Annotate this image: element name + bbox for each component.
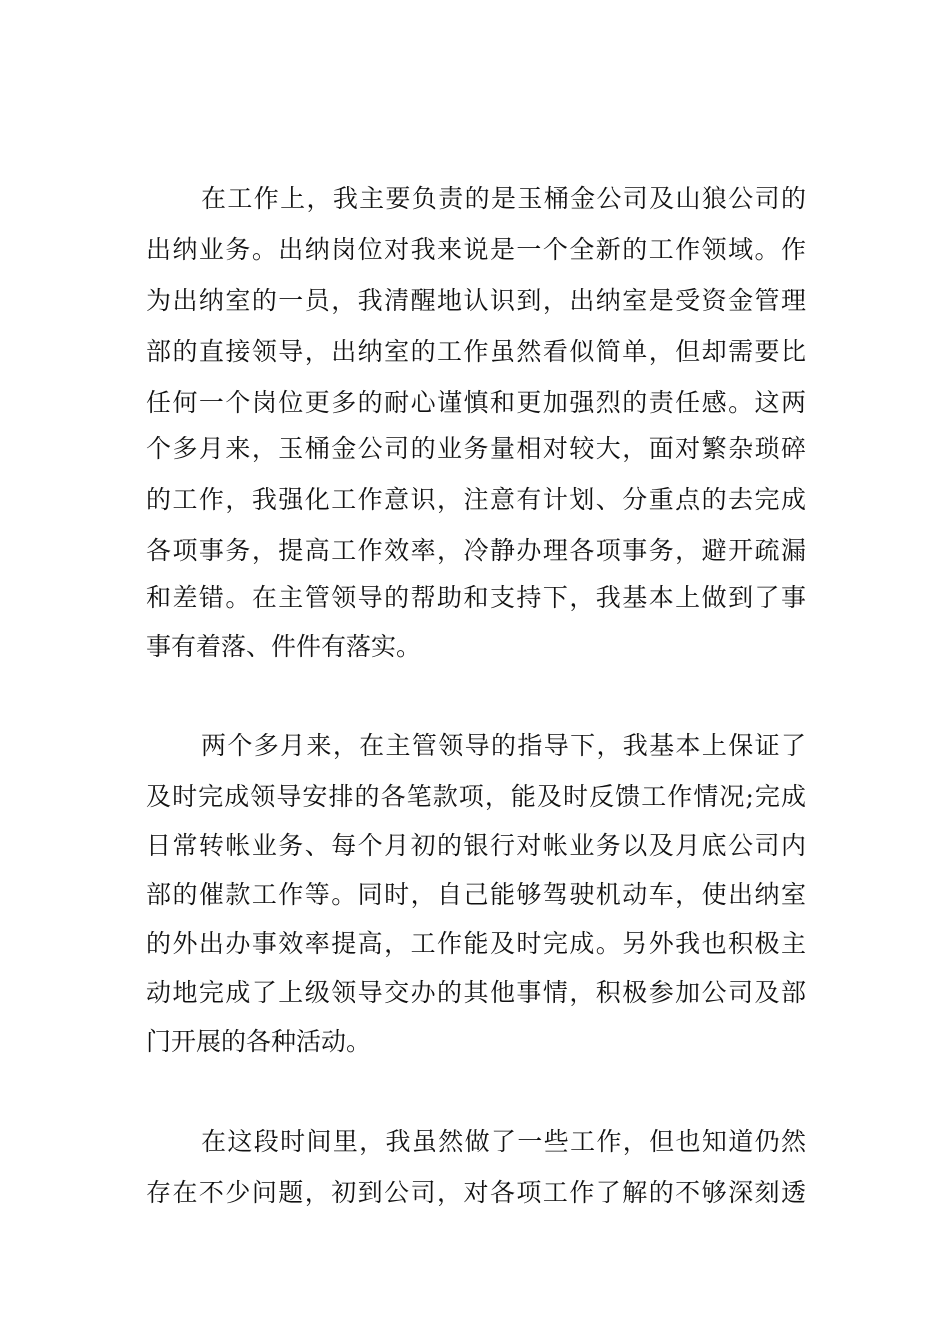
- paragraph-line: 部的直接领导，出纳室的工作虽然看似简单，但却需要比: [146, 337, 806, 366]
- paragraph-line: 的外出办事效率提高，工作能及时完成。另外我也积极主: [146, 929, 806, 958]
- paragraph-line: 存在不少问题，初到公司，对各项工作了解的不够深刻透: [146, 1178, 806, 1207]
- paragraph-line: 两个多月来，在主管领导的指导下，我基本上保证了: [201, 731, 806, 760]
- paragraph-line: 个多月来，玉桶金公司的业务量相对较大，面对繁杂琐碎: [146, 434, 806, 463]
- paragraph-line: 在这段时间里，我虽然做了一些工作，但也知道仍然: [201, 1127, 806, 1156]
- paragraph-line: 为出纳室的一员，我清醒地认识到，出纳室是受资金管理: [146, 286, 806, 315]
- paragraph-line: 事有着落、件件有落实。: [146, 632, 422, 661]
- paragraph-line: 和差错。在主管领导的帮助和支持下，我基本上做到了事: [146, 583, 806, 612]
- paragraph-line: 日常转帐业务、每个月初的银行对帐业务以及月底公司内: [146, 831, 806, 860]
- paragraph-line: 及时完成领导安排的各笔款项，能及时反馈工作情况;完成: [146, 782, 806, 811]
- paragraph-line: 在工作上，我主要负责的是玉桶金公司及山狼公司的: [201, 184, 806, 213]
- paragraph-line: 的工作，我强化工作意识，注意有计划、分重点的去完成: [146, 485, 806, 514]
- paragraph-line: 动地完成了上级领导交办的其他事情，积极参加公司及部: [146, 978, 806, 1007]
- paragraph-line: 出纳业务。出纳岗位对我来说是一个全新的工作领域。作: [146, 235, 806, 264]
- paragraph-line: 任何一个岗位更多的耐心谨慎和更加强烈的责任感。这两: [146, 388, 806, 417]
- paragraph-line: 门开展的各种活动。: [146, 1027, 372, 1056]
- paragraph-line: 部的催款工作等。同时，自己能够驾驶机动车，使出纳室: [146, 880, 806, 909]
- paragraph-line: 各项事务，提高工作效率，冷静办理各项事务，避开疏漏: [146, 536, 806, 565]
